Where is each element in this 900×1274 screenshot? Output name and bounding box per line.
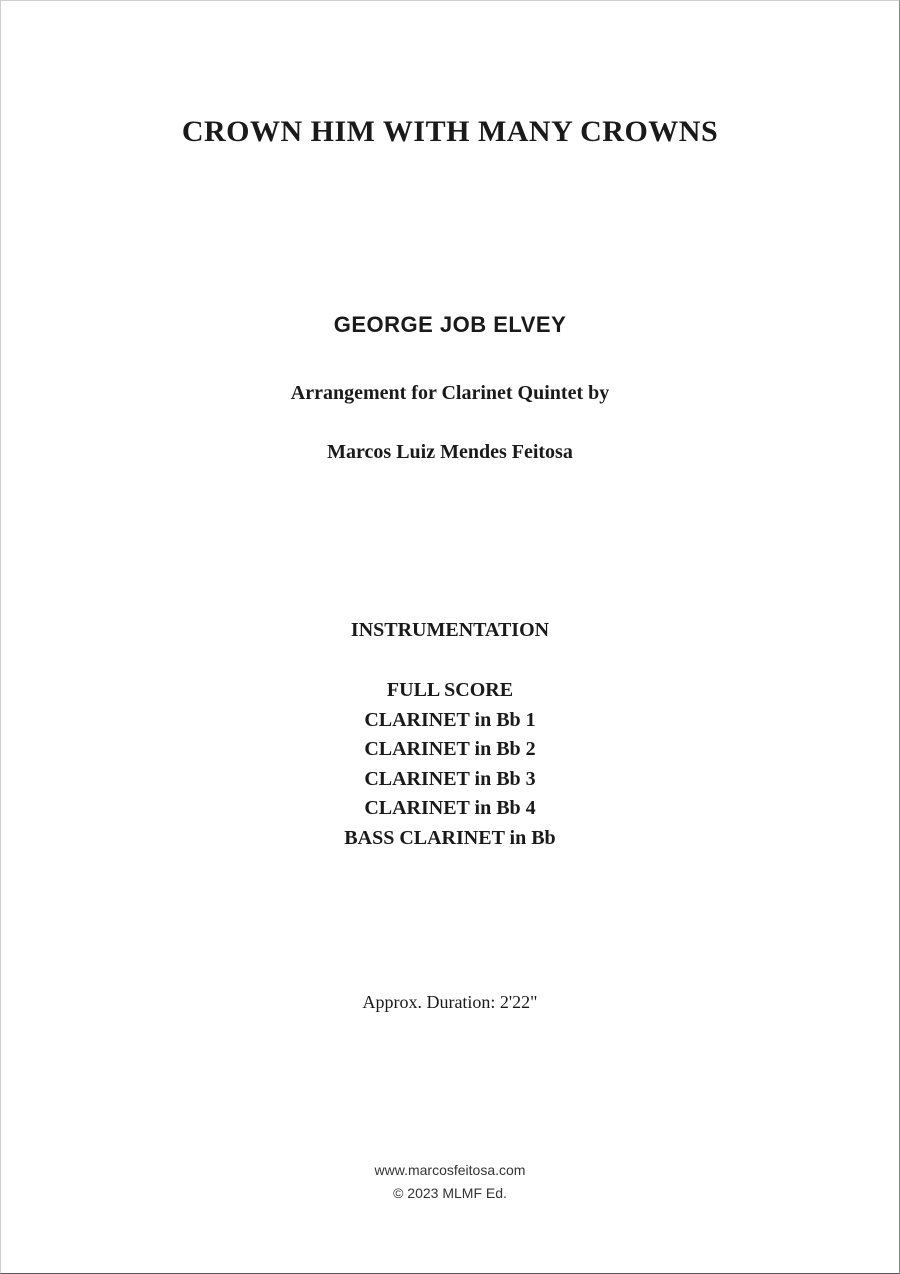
composer-name: GEORGE JOB ELVEY [333, 312, 567, 337]
instrument-item: CLARINET in Bb 1 [364, 708, 536, 731]
instrument-item: CLARINET in Bb 4 [364, 797, 536, 820]
arranger-name: Marcos Luiz Mendes Feitosa [327, 441, 573, 463]
website-url: www.marcosfeitosa.com [374, 1162, 526, 1178]
instrument-item: BASS CLARINET in Bb [344, 826, 556, 849]
approx-duration: Approx. Duration: 2'22" [362, 992, 538, 1012]
instrumentation-list [0, 676, 900, 854]
instrument-item: FULL SCORE [386, 679, 514, 701]
instrument-item: CLARINET in Bb 3 [364, 767, 536, 790]
score-title: CROWN HIM WITH MANY CROWNS [181, 115, 719, 148]
instrument-item: CLARINET in Bb 2 [364, 738, 536, 761]
arrangement-line: Arrangement for Clarinet Quintet by [290, 382, 610, 404]
instrumentation-heading: INSTRUMENTATION [350, 619, 550, 641]
copyright-notice: © 2023 MLMF Ed. [393, 1185, 507, 1201]
